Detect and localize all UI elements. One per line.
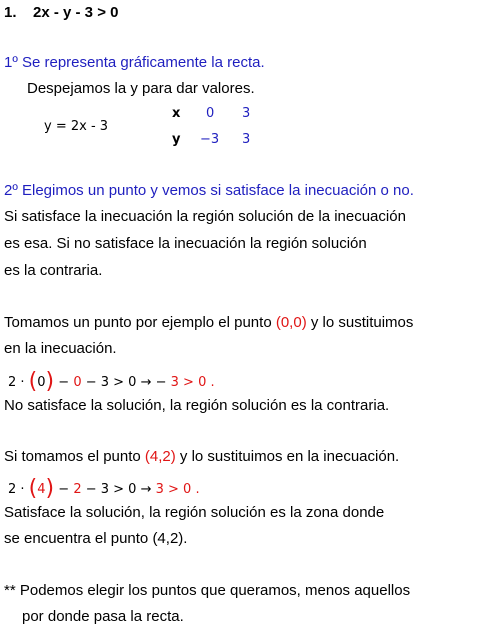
example1-text: Tomamos un punto por ejemplo el punto <box>4 314 276 331</box>
example1-calculation <box>8 369 215 394</box>
step1-subtext: Despejamos la y para dar valores. <box>27 80 255 97</box>
example2-calculation <box>8 476 200 501</box>
line-equation: y = 2x - 3 <box>44 119 109 134</box>
example2-text: y lo sustituimos en la inecuación. <box>175 448 400 465</box>
step2-paragraph-line: es esa. Si no satisface la inecuación la región solución <box>4 235 367 252</box>
example2-conclusion: Satisface la solución, la región solución es la zona donde <box>4 504 385 521</box>
calc-paren-open: ( <box>28 369 38 394</box>
calc-value: 0 <box>73 375 82 390</box>
calc-result: 3 > 0 <box>155 482 192 497</box>
step2-paragraph-line: Si satisface la inecuación la región solución de la inecuación <box>4 208 406 225</box>
calc-text: − 3 > 0 → − <box>81 375 171 390</box>
table-y-label: y <box>172 132 181 147</box>
calc-text: 2 · <box>8 375 29 390</box>
table-x-value: 3 <box>242 106 251 121</box>
example1-intro-line2: en la inecuación. <box>4 340 117 357</box>
step2-paragraph-line: es la contraria. <box>4 262 103 279</box>
step2-heading: 2º Elegimos un punto y vemos si satisface la inecuación o no. <box>4 182 414 199</box>
calc-result: 3 <box>170 375 179 390</box>
calc-result: 0 <box>198 375 207 390</box>
example1-point: (0,0) <box>275 314 307 331</box>
problem-number: 1. <box>4 4 17 21</box>
table-y-value: 3 <box>242 132 251 147</box>
note-line: por donde pasa la recta. <box>22 608 184 625</box>
example2-conclusion: se encuentra el punto (4,2). <box>4 530 188 547</box>
calc-paren-close: ) <box>45 369 55 394</box>
calc-value: 0 <box>37 375 46 390</box>
table-x-label: x <box>172 106 181 121</box>
table-x-value: 0 <box>206 106 215 121</box>
problem-title: 2x - y - 3 > 0 <box>33 4 119 21</box>
example1-conclusion: No satisface la solución, la región solución es la contraria. <box>4 397 390 414</box>
calc-text: − 3 > 0 → <box>81 482 156 497</box>
calc-paren-close: ) <box>45 476 55 501</box>
calc-value: 4 <box>37 482 46 497</box>
calc-paren-open: ( <box>28 476 38 501</box>
table-y-value: −3 <box>200 132 220 147</box>
calc-result: > <box>178 375 199 390</box>
example2-text: Si tomamos el punto <box>4 448 145 465</box>
calc-text: − <box>54 375 74 390</box>
calc-text: . <box>191 482 200 497</box>
calc-value: 2 <box>73 482 82 497</box>
example2-point: (4,2) <box>144 448 176 465</box>
example2-intro <box>4 448 399 465</box>
calc-text: − <box>54 482 74 497</box>
example1-text: y lo sustituimos <box>306 314 414 331</box>
example1-intro <box>4 314 413 331</box>
note-line: ** Podemos elegir los puntos que queramos, menos aquellos <box>4 582 411 599</box>
calc-text: 2 · <box>8 482 29 497</box>
step1-heading: 1º Se representa gráficamente la recta. <box>4 54 265 71</box>
calc-text: . <box>206 375 215 390</box>
